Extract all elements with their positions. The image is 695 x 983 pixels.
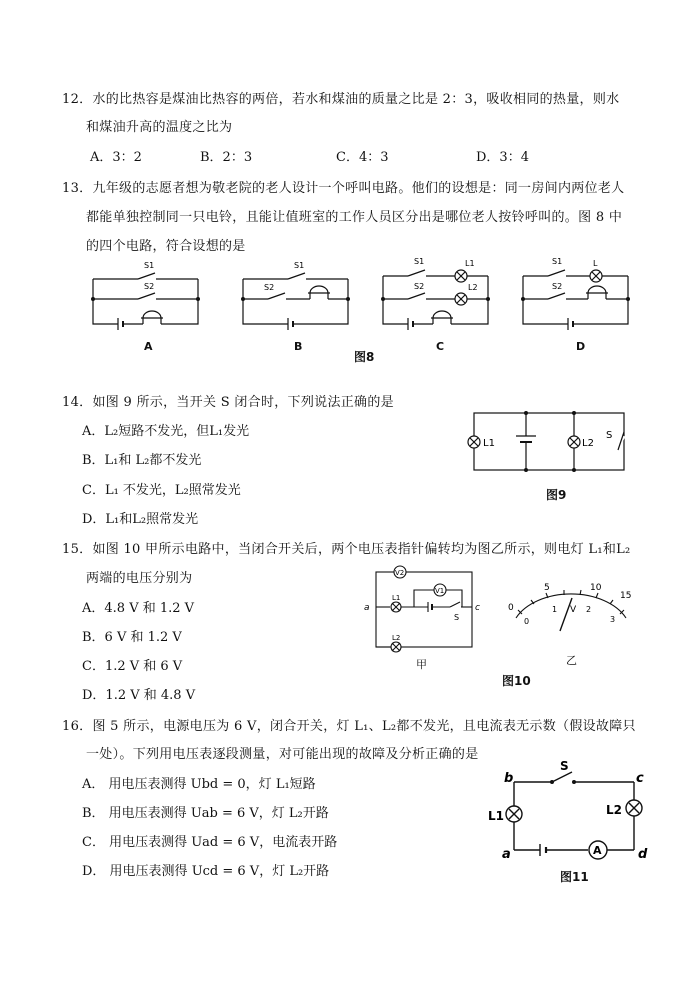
meter-top-15: 15 xyxy=(620,591,632,601)
q12-line-1: 12．水的比热容是煤油比热容的两倍，若水和煤油的质量之比是 2：3，吸收相同的热量，则水 xyxy=(62,92,620,107)
q12-line-2: 和煤油升高的温度之比为 xyxy=(86,120,233,135)
q12-option-b: B．2：3 xyxy=(200,150,253,165)
meter-unit: V xyxy=(570,605,577,615)
fig10-s-label: S xyxy=(454,613,460,622)
meter-top-0: 0 xyxy=(508,603,514,613)
q16-option-a: A． 用电压表测得 Ubd = 0，灯 L₁短路 xyxy=(82,777,316,792)
fig10-l2-label: L2 xyxy=(392,634,401,642)
fig10-v2-label: V2 xyxy=(395,569,405,577)
q12-option-a: A．3：2 xyxy=(90,150,142,165)
meter-top-5: 5 xyxy=(544,583,550,593)
fig10-sub-b: 乙 xyxy=(566,654,577,667)
figure-9-diagram xyxy=(466,408,636,478)
circuit-d-diagram xyxy=(518,254,638,344)
fig11-l2-label: L2 xyxy=(606,803,622,817)
q14-option-d: D．L₁和L₂照常发光 xyxy=(82,512,199,527)
fig9-s-label: S xyxy=(606,430,613,441)
circuit-c-label: C xyxy=(436,340,445,353)
circuit-b-s2-label: S2 xyxy=(264,283,275,292)
circuit-b-label: B xyxy=(294,340,303,353)
q14-option-c: C．L₁ 不发光，L₂照常发光 xyxy=(82,483,241,498)
fig11-l1-label: L1 xyxy=(488,809,504,823)
q13-line-1: 13．九年级的志愿者想为敬老院的老人设计一个呼叫电路。他们的设想是：同一房间内两位老人 xyxy=(62,181,625,196)
q15-option-b: B．6 V 和 1.2 V xyxy=(82,630,182,645)
q15-line-1: 15．如图 10 甲所示电路中，当闭合开关后，两个电压表指针偏转均为图乙所示，则电灯 L₁和L₂ xyxy=(62,542,631,557)
fig11-a-label: a xyxy=(502,847,511,862)
circuit-c-l1-label: L1 xyxy=(465,259,475,268)
meter-bottom-2: 2 xyxy=(586,605,592,614)
q14-line-1: 14．如图 9 所示，当开关 S 闭合时，下列说法正确的是 xyxy=(62,395,394,410)
figure-9-caption: 图9 xyxy=(546,488,567,502)
figure-10-voltmeter xyxy=(506,576,636,636)
circuit-c-diagram xyxy=(378,254,498,344)
circuit-d-label: D xyxy=(576,340,586,353)
circuit-c-s2-label: S2 xyxy=(414,282,425,291)
circuit-b-s1-label: S1 xyxy=(294,261,305,270)
fig10-sub-a: 甲 xyxy=(416,658,427,671)
circuit-b-diagram xyxy=(238,254,358,344)
fig11-ammeter-label: A xyxy=(593,844,602,857)
fig10-l1-label: L1 xyxy=(392,594,401,602)
circuit-c-s1-label: S1 xyxy=(414,257,425,266)
fig10-c-label: c xyxy=(475,603,480,613)
fig10-v1-label: V1 xyxy=(435,587,445,595)
figure-10-circuit xyxy=(362,562,482,657)
figure-8-caption: 图8 xyxy=(354,350,375,364)
meter-bottom-3: 3 xyxy=(610,615,616,624)
circuit-a-diagram xyxy=(88,254,208,344)
circuit-d-l-label: L xyxy=(593,259,598,268)
q15-line-2: 两端的电压分别为 xyxy=(86,571,193,586)
q16-option-b: B． 用电压表测得 Uab = 6 V，灯 L₂开路 xyxy=(82,806,329,821)
fig11-d-label: d xyxy=(638,847,648,862)
circuit-a-s1-label: S1 xyxy=(144,261,155,270)
q14-option-b: B．L₁和 L₂都不发光 xyxy=(82,453,202,468)
fig11-c-label: c xyxy=(636,771,644,786)
figure-10-caption: 图10 xyxy=(502,674,531,688)
q15-option-c: C．1.2 V 和 6 V xyxy=(82,659,183,674)
circuit-a-s2-label: S2 xyxy=(144,282,155,291)
meter-bottom-0: 0 xyxy=(524,617,530,626)
fig11-b-label: b xyxy=(504,771,514,786)
fig11-s-label: S xyxy=(560,759,569,773)
figure-11-circuit xyxy=(488,760,648,860)
q15-option-d: D．1.2 V 和 4.8 V xyxy=(82,688,196,703)
meter-bottom-1: 1 xyxy=(552,605,558,614)
fig9-l2-label: L2 xyxy=(582,438,594,449)
q14-option-a: A．L₂短路不发光，但L₁发光 xyxy=(82,424,250,439)
q16-option-c: C． 用电压表测得 Uad = 6 V，电流表开路 xyxy=(82,835,338,850)
q13-line-3: 的四个电路，符合设想的是 xyxy=(86,239,246,254)
q12-option-d: D．3：4 xyxy=(476,150,529,165)
fig10-a-label: a xyxy=(364,603,370,613)
q16-option-d: D． 用电压表测得 Ucd = 6 V，灯 L₂开路 xyxy=(82,864,330,879)
circuit-c-l2-label: L2 xyxy=(468,283,478,292)
q16-line-1: 16．图 5 所示，电源电压为 6 V，闭合开关，灯 L₁、L₂都不发光，且电流表无示数（假设故障只 xyxy=(62,719,636,734)
meter-top-10: 10 xyxy=(590,583,602,593)
q16-line-2: 一处）。下列用电压表逐段测量，对可能出现的故障及分析正确的是 xyxy=(86,747,479,762)
circuit-a-label: A xyxy=(144,340,153,353)
q15-option-a: A．4.8 V 和 1.2 V xyxy=(82,601,195,616)
circuit-d-s2-label: S2 xyxy=(552,282,563,291)
figure-11-caption: 图11 xyxy=(560,870,589,884)
q13-line-2: 都能单独控制同一只电铃，且能让值班室的工作人员区分出是哪位老人按铃呼叫的。图 8 中 xyxy=(86,210,623,225)
q12-option-c: C．4：3 xyxy=(336,150,389,165)
fig9-l1-label: L1 xyxy=(483,438,495,449)
circuit-d-s1-label: S1 xyxy=(552,257,563,266)
